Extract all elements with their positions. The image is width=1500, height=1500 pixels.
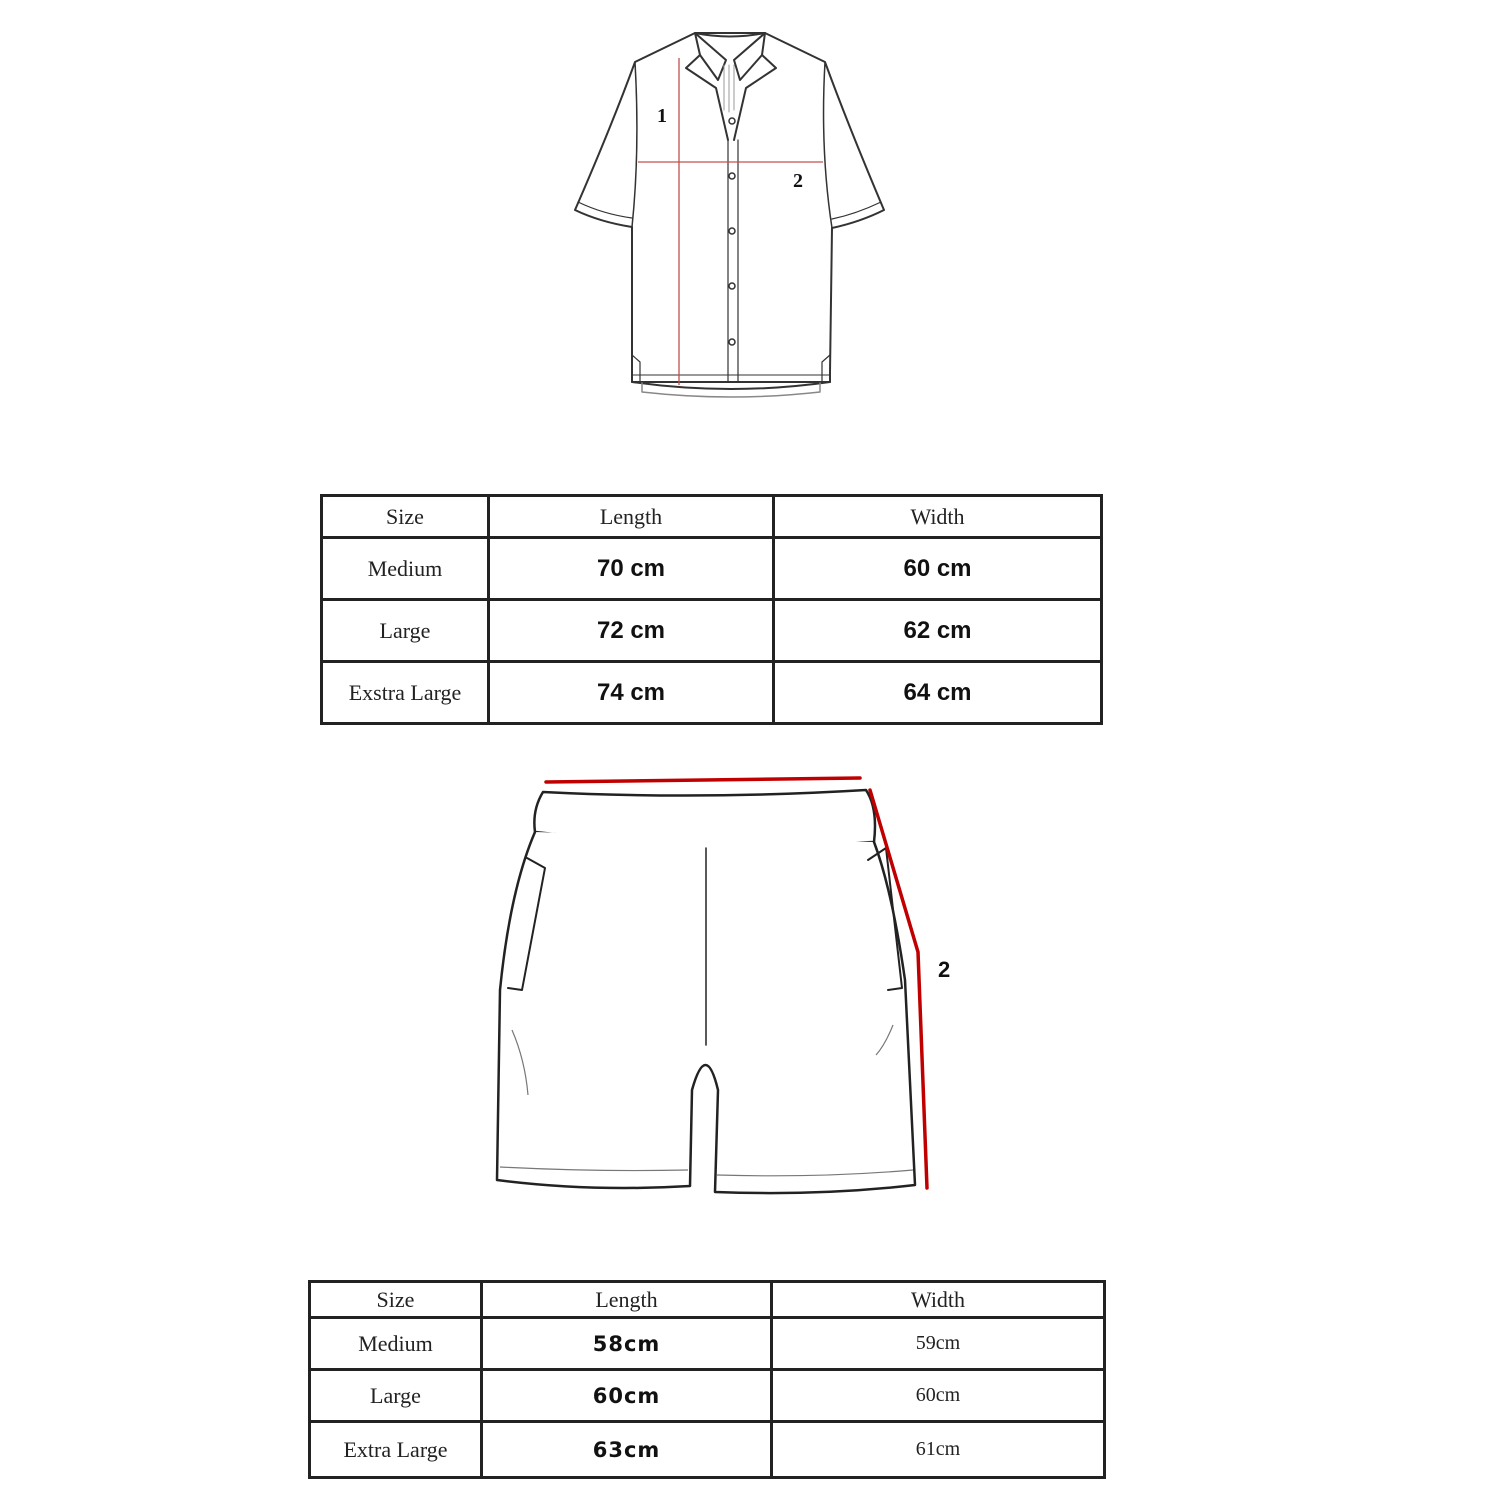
length-cell: 72 cm [489,600,774,662]
size-cell: Medium [322,538,489,600]
width-cell: 60 cm [774,538,1102,600]
shorts-icon [480,770,980,1210]
size-cell: Exstra Large [322,662,489,724]
shirt-icon [560,20,900,420]
shirt-length-marker: 1 [657,105,667,127]
table-header-row [310,1282,1105,1318]
table-row [310,1422,1105,1478]
length-cell: 63cm [482,1422,772,1478]
table-header-row [322,496,1102,538]
header-width: Width [772,1282,1105,1318]
table-row [322,600,1102,662]
table-row [310,1318,1105,1370]
header-length: Length [489,496,774,538]
width-cell: 62 cm [774,600,1102,662]
shirt-size-table [320,494,1103,725]
width-cell: 60cm [772,1370,1105,1422]
length-cell: 60cm [482,1370,772,1422]
length-cell: 70 cm [489,538,774,600]
length-cell: 58cm [482,1318,772,1370]
header-length: Length [482,1282,772,1318]
shirt-width-marker: 2 [793,170,803,192]
width-cell: 61cm [772,1422,1105,1478]
table-row [310,1370,1105,1422]
size-cell: Large [310,1370,482,1422]
table-row [322,538,1102,600]
size-cell: Extra Large [310,1422,482,1478]
table-row [322,662,1102,724]
width-cell: 59cm [772,1318,1105,1370]
header-size: Size [310,1282,482,1318]
header-size: Size [322,496,489,538]
size-cell: Medium [310,1318,482,1370]
length-cell: 74 cm [489,662,774,724]
header-width: Width [774,496,1102,538]
shorts-size-table [308,1280,1106,1479]
size-cell: Large [322,600,489,662]
shorts-length-marker: 2 [938,957,951,982]
width-cell: 64 cm [774,662,1102,724]
